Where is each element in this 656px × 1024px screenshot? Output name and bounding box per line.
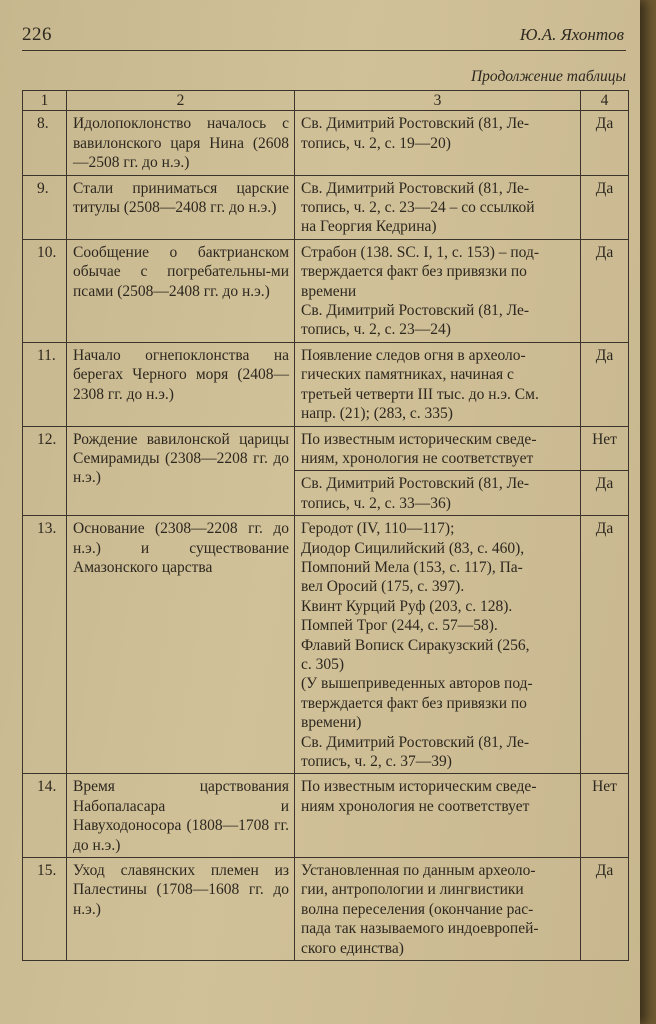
source-reference: Геродот (IV, 110—117); Диодор Сицилийский (83, с. 460), Помпоний Мела (153, с. 117), Па- вел Оросий (175, с. 397). Квинт Курций Руф (203, с. 128). Помпей Трог (244, с. 57—58). Флавий Вописк Сиракузский (256, с. 305) (У вышеприведенных авторов под- тверждается факт без привязки по времени) Св. Димитрий Ростовский (81, Ле- тописъ, ч. 2, с. 37—39) [295, 516, 581, 774]
event-description: Идолопоклонство началось с вавилонского царя Нина (2608—2508 гг. до н.э.) [67, 111, 295, 175]
row-number: 10. [23, 239, 67, 342]
table-row [23, 774, 629, 858]
row-number: 13. [23, 516, 67, 774]
column-header-2: 2 [67, 91, 295, 111]
table-row [23, 516, 629, 774]
table-header-row [23, 91, 629, 111]
row-number: 14. [23, 774, 67, 858]
table-row [23, 111, 629, 175]
page-number: 226 [22, 24, 52, 45]
source-reference: Св. Димитрий Ростовский (81, Ле- топись, ч. 2, с. 33—36) [295, 471, 581, 516]
source-reference: По известным историческим сведе- ниям, хронология не соответствует [295, 426, 581, 471]
table-row [23, 239, 629, 342]
column-header-1: 1 [23, 91, 67, 111]
row-number: 11. [23, 342, 67, 426]
confirmation-value: Да [581, 471, 629, 516]
source-reference: Появление следов огня в археоло- гических памятниках, начиная с третьей четверти III тыс. до н.э. См. напр. (21); (283, с. 335) [295, 342, 581, 426]
confirmation-value: Да [581, 516, 629, 774]
event-description: Время царствования Набопаласара и Навуходоносора (1808—1708 гг. до н.э.) [67, 774, 295, 858]
row-number: 15. [23, 858, 67, 961]
table-continuation-label: Продолжение таблицы [470, 68, 626, 85]
event-description: Рождение вавилонской царицы Семирамиды (2308—2208 гг. до н.э.) [67, 426, 295, 516]
chronology-table [22, 90, 629, 961]
confirmation-value: Да [581, 239, 629, 342]
confirmation-value: Нет [581, 774, 629, 858]
row-number: 12. [23, 426, 67, 516]
table-row [23, 426, 629, 471]
event-description: Стали приниматься царские титулы (2508—2408 гг. до н.э.) [67, 175, 295, 239]
confirmation-value: Да [581, 858, 629, 961]
source-reference: По известным историческим сведе- ниям хронология не соответствует [295, 774, 581, 858]
source-reference: Страбон (138. SC. I, 1, с. 153) – под- тверждается факт без привязки по времени Св. Димитрий Ростовский (81, Ле- топись, ч. 2, с. 23—24) [295, 239, 581, 342]
source-reference: Св. Димитрий Ростовский (81, Ле- топись, ч. 2, с. 23—24 – со ссылкой на Георгия Кедрина) [295, 175, 581, 239]
event-description: Основание (2308—2208 гг. до н.э.) и существование Амазонского царства [67, 516, 295, 774]
confirmation-value: Нет [581, 426, 629, 471]
running-head [22, 22, 626, 51]
confirmation-value: Да [581, 111, 629, 175]
event-description: Сообщение о бактрианском обычае с погребательны-ми псами (2508—2408 гг. до н.э.) [67, 239, 295, 342]
event-description: Уход славянских племен из Палестины (1708—1608 гг. до н.э.) [67, 858, 295, 961]
column-header-4: 4 [581, 91, 629, 111]
event-description: Начало огнепоклонства на берегах Черного моря (2408—2308 гг. до н.э.) [67, 342, 295, 426]
table-row [23, 175, 629, 239]
row-number: 9. [23, 175, 67, 239]
confirmation-value: Да [581, 175, 629, 239]
table-row [23, 342, 629, 426]
table-row [23, 858, 629, 961]
confirmation-value: Да [581, 342, 629, 426]
row-number: 8. [23, 111, 67, 175]
source-reference: Установленная по данным археоло- гии, антропологии и лингвистики волна переселения (окончание рас- пада так называемого индоевропей- ского единства) [295, 858, 581, 961]
running-head-author: Ю.А. Яхонтов [519, 25, 624, 44]
source-reference: Св. Димитрий Ростовский (81, Ле- топись, ч. 2, с. 19—20) [295, 111, 581, 175]
column-header-3: 3 [295, 91, 581, 111]
